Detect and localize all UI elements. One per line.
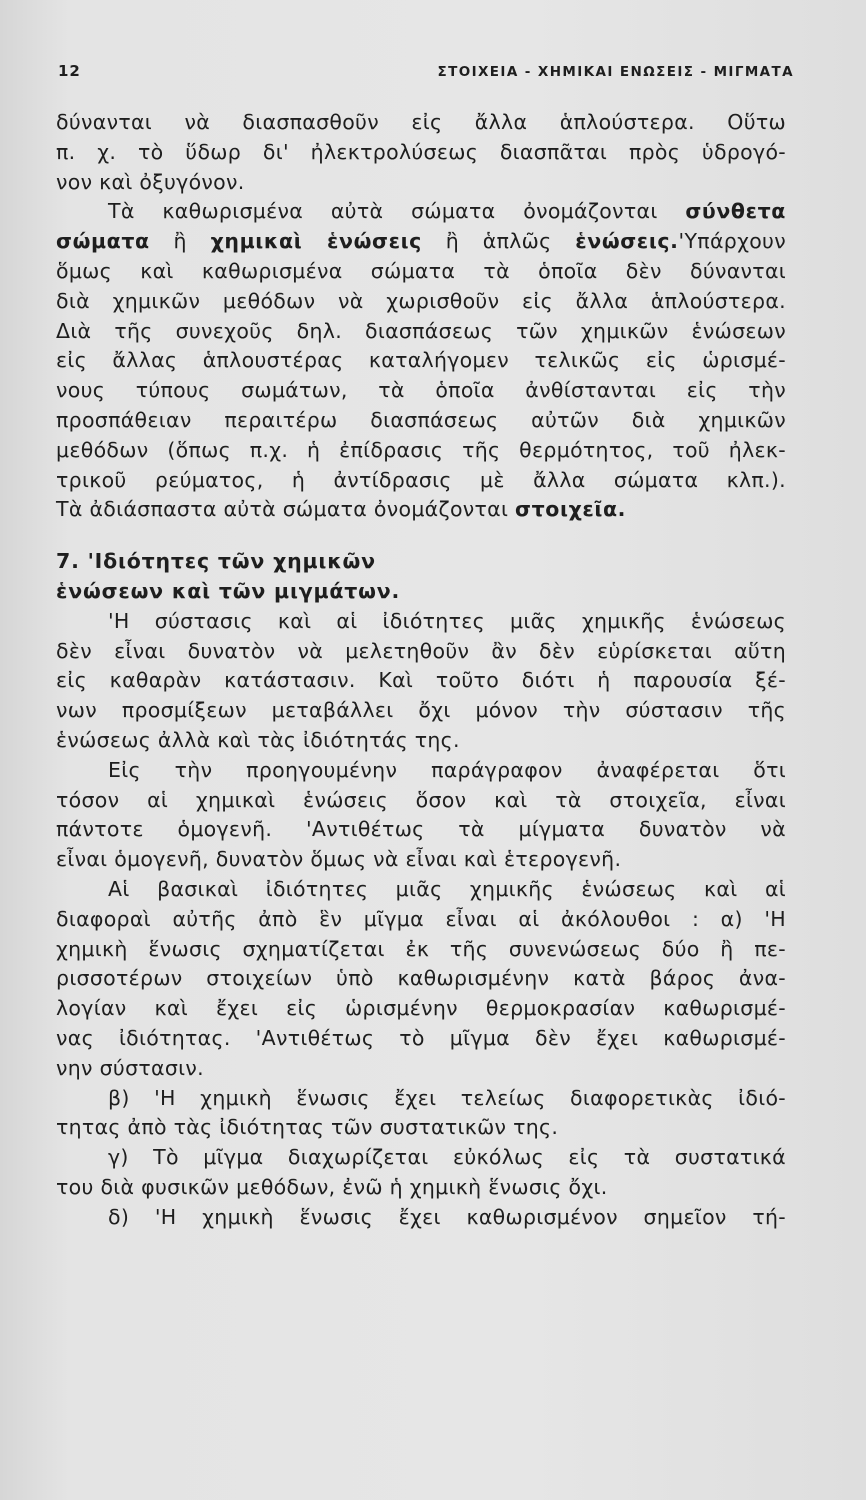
text-line: πάντοτε ὁμογενῆ. 'Αντιθέτως τὰ μίγματα δυνατὸν νὰ <box>56 817 786 842</box>
text-line: Τὰ καθωρισμένα αὐτὰ σώματα ὀνομάζονται σύνθετα <box>108 199 786 224</box>
text-line: διὰ χημικῶν μεθόδων νὰ χωρισθοῦν εἰς ἄλλα ἁπλούστερα. <box>56 288 786 313</box>
text-line: π. χ. τὸ ὕδωρ δι' ἠλεκτρολύσεως διασπᾶται πρὸς ὑδρογό- <box>56 139 786 164</box>
term-bold: στοιχεῖα. <box>515 497 627 522</box>
term-bold: σώματα <box>56 229 150 254</box>
page-number: 12 <box>58 62 81 80</box>
text-line: γ) Τὸ μῖγμα διαχωρίζεται εὐκόλως εἰς τὰ συστατικά <box>108 1145 786 1170</box>
text-line: του διὰ φυσικῶν μεθόδων, ἐνῶ ἡ χημικὴ ἕνωσις ὄχι. <box>56 1174 608 1199</box>
text-line: Τὰ ἀδιάσπαστα αὐτὰ σώματα ὀνομάζονται στοιχεῖα. <box>56 497 627 522</box>
text-line: νην σύστασιν. <box>56 1055 204 1080</box>
text-line: Αἱ βασικαὶ ἰδιότητες μιᾶς χημικῆς ἑνώσεως καὶ αἱ <box>108 876 786 901</box>
term-bold: σύνθετα <box>685 199 786 224</box>
text-line: μεθόδων (ὅπως π.χ. ἡ ἐπίδρασις τῆς θερμότητος, τοῦ ἠλεκ- <box>56 437 786 462</box>
text-line: τόσον αἱ χημικαὶ ἑνώσεις ὅσον καὶ τὰ στοιχεῖα, εἶναι <box>56 787 786 812</box>
term-bold: ἑνώσεις. <box>575 229 679 254</box>
text-line: τητας ἀπὸ τὰς ἰδιότητας τῶν συστατικῶν της. <box>56 1115 559 1140</box>
term-bold: χημικαὶ ἑνώσεις <box>210 229 422 254</box>
text-line: νον καὶ ὀξυγόνον. <box>56 169 245 194</box>
section-heading-continued: ἑνώσεων καὶ τῶν μιγμάτων. <box>56 578 401 603</box>
text-line: ὅμως καὶ καθωρισμένα σώματα τὰ ὁποῖα δὲν δύνανται <box>56 258 786 283</box>
text-line: προσπάθειαν περαιτέρω διασπάσεως αὐτῶν διὰ χημικῶν <box>56 407 786 432</box>
text-line: εἶναι ὁμογενῆ, δυνατὸν ὅμως νὰ εἶναι καὶ ἑτερογενῆ. <box>56 847 622 872</box>
text-line: χημικὴ ἕνωσις σχηματίζεται ἐκ τῆς συνενώσεως δύο ἢ πε- <box>56 936 786 961</box>
text-line: τρικοῦ ρεύματος, ἡ ἀντίδρασις μὲ ἄλλα σώματα κλπ.). <box>56 467 786 492</box>
text-line: Διὰ τῆς συνεχοῦς δηλ. διασπάσεως τῶν χημικῶν ἑνώσεων <box>56 318 786 343</box>
text-line: δ) 'Η χημικὴ ἕνωσις ἔχει καθωρισμένον σημεῖον τή- <box>108 1204 786 1229</box>
text-line: εἰς καθαρὰν κατάστασιν. Καὶ τοῦτο διότι ἡ παρουσία ξέ- <box>56 668 786 693</box>
text-line: λογίαν καὶ ἔχει εἰς ὡρισμένην θερμοκρασίαν καθωρισμέ- <box>56 996 786 1021</box>
text-line: Εἰς τὴν προηγουμένην παράγραφον ἀναφέρεται ὅτι <box>108 757 786 782</box>
text-line: διαφοραὶ αὐτῆς ἀπὸ ἓν μῖγμα εἶναι αἱ ἀκόλουθοι : α) 'Η <box>56 906 786 931</box>
text-line: δὲν εἶναι δυνατὸν νὰ μελετηθοῦν ἂν δὲν εὑρίσκεται αὕτη <box>56 638 786 663</box>
page-body <box>56 108 786 1232</box>
text-line: β) 'Η χημικὴ ἕνωσις ἔχει τελείως διαφορετικὰς ἰδιό- <box>108 1085 786 1110</box>
text-line: σώματα ἢ χημικαὶ ἑνώσεις ἢ ἁπλῶς ἑνώσεις.'Υπάρχουν <box>56 229 786 254</box>
text-line: δύνανται νὰ διασπασθοῦν εἰς ἄλλα ἁπλούστερα. Οὕτω <box>56 110 786 134</box>
text-line: εἰς ἄλλας ἁπλουστέρας καταλήγομεν τελικῶς εἰς ὡρισμέ- <box>56 348 786 373</box>
section-heading: 7. 'Ιδιότητες τῶν χημικῶν <box>56 549 376 574</box>
text-line: νους τύπους σωμάτων, τὰ ὁποῖα ἀνθίστανται εἰς τὴν <box>56 378 786 403</box>
text-line: ρισσοτέρων στοιχείων ὑπὸ καθωρισμένην κατὰ βάρος ἀνα- <box>56 966 786 991</box>
text-line: νας ἰδιότητας. 'Αντιθέτως τὸ μῖγμα δὲν ἔχει καθωρισμέ- <box>56 1025 786 1050</box>
text-line: 'Η σύστασις καὶ αἱ ἰδιότητες μιᾶς χημικῆς ἑνώσεως <box>108 608 786 633</box>
text-line: νων προσμίξεων μεταβάλλει ὄχι μόνον τὴν σύστασιν τῆς <box>56 698 786 723</box>
text-line: ἑνώσεως ἀλλὰ καὶ τὰς ἰδιότητάς της. <box>56 727 460 752</box>
running-head: ΣΤΟΙΧΕΙΑ - ΧΗΜΙΚΑΙ ΕΝΩΣΕΙΣ - ΜΙΓΜΑΤΑ <box>437 64 794 80</box>
